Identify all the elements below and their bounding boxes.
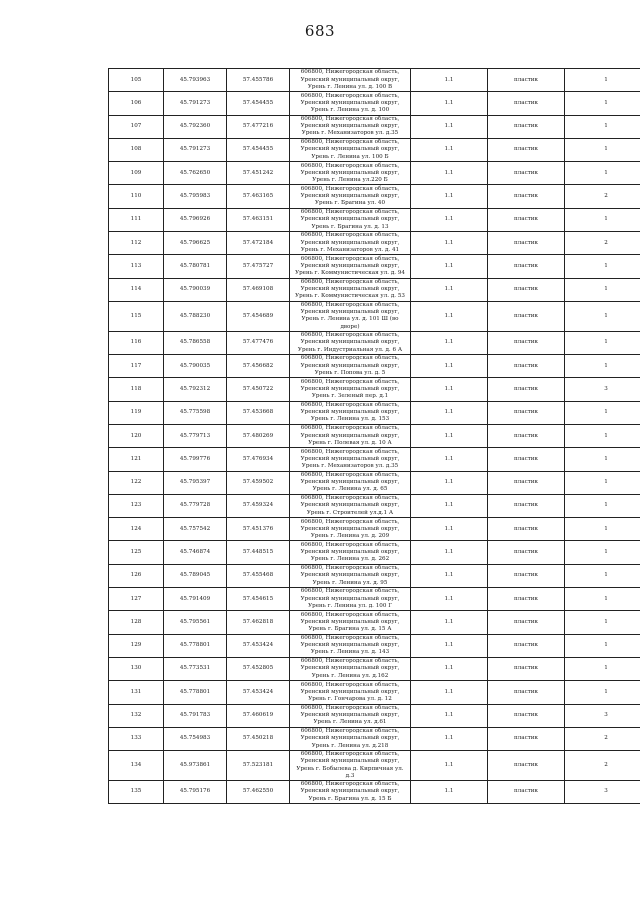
area-cell: 1.1 [411,751,488,781]
address-cell: 606800, Нижегородская область, Уренский муниципальный округ, Урень г. Брагина ул. 40 [290,185,411,208]
longitude-cell: 57.463165 [227,185,290,208]
container-sites-table [108,68,640,804]
longitude-cell: 57.472184 [227,232,290,255]
area-cell: 1.1 [411,471,488,494]
table-row [109,232,640,255]
area-cell: 1.1 [411,494,488,517]
row-number-cell: 105 [109,69,164,92]
material-cell: пластик [488,727,565,750]
table-row [109,301,640,331]
material-cell: пластик [488,657,565,680]
latitude-cell: 45.790039 [164,278,227,301]
material-cell: пластик [488,162,565,185]
row-number-cell: 133 [109,727,164,750]
latitude-cell: 45.791273 [164,138,227,161]
row-number-cell: 131 [109,681,164,704]
latitude-cell: 45.779728 [164,494,227,517]
address-cell: 606800, Нижегородская область, Уренский муниципальный округ, Урень г. Строителей ул.д.1 А [290,494,411,517]
row-number-cell: 132 [109,704,164,727]
count-cell: 2 [565,727,640,750]
latitude-cell: 45.791783 [164,704,227,727]
count-cell: 3 [565,378,640,401]
table-row [109,278,640,301]
area-cell: 1.1 [411,138,488,161]
table-row [109,471,640,494]
longitude-cell: 57.477216 [227,115,290,138]
latitude-cell: 45.778801 [164,634,227,657]
count-cell: 1 [565,278,640,301]
address-cell: 606800, Нижегородская область, Уренский муниципальный округ, Урень г. Ленина ул.220 Б [290,162,411,185]
longitude-cell: 57.463151 [227,208,290,231]
table-row [109,401,640,424]
row-number-cell: 112 [109,232,164,255]
address-cell: 606800, Нижегородская область, Уренский муниципальный округ, Урень г. Ленина ул. д.162 [290,657,411,680]
table-row [109,185,640,208]
row-number-cell: 109 [109,162,164,185]
row-number-cell: 126 [109,564,164,587]
address-cell: 606800, Нижегородская область, Уренский муниципальный округ, Урень г. Ленина ул. д. 143 [290,634,411,657]
latitude-cell: 45.790035 [164,355,227,378]
latitude-cell: 45.775598 [164,401,227,424]
count-cell: 2 [565,751,640,781]
count-cell: 1 [565,541,640,564]
table-row [109,115,640,138]
row-number-cell: 118 [109,378,164,401]
latitude-cell: 45.788230 [164,301,227,331]
material-cell: пластик [488,401,565,424]
material-cell: пластик [488,704,565,727]
count-cell: 1 [565,92,640,115]
address-cell: 606800, Нижегородская область, Уренский муниципальный округ, Урень г. Брагина ул. д. 15 А [290,611,411,634]
latitude-cell: 45.778801 [164,681,227,704]
row-number-cell: 114 [109,278,164,301]
count-cell: 1 [565,331,640,354]
longitude-cell: 57.454455 [227,138,290,161]
area-cell: 1.1 [411,780,488,803]
area-cell: 1.1 [411,331,488,354]
table-row [109,331,640,354]
count-cell: 1 [565,471,640,494]
latitude-cell: 45.789045 [164,564,227,587]
longitude-cell: 57.456682 [227,355,290,378]
longitude-cell: 57.454455 [227,92,290,115]
longitude-cell: 57.451376 [227,518,290,541]
area-cell: 1.1 [411,424,488,447]
table-row [109,378,640,401]
longitude-cell: 57.459324 [227,494,290,517]
longitude-cell: 57.448515 [227,541,290,564]
area-cell: 1.1 [411,162,488,185]
table-row [109,780,640,803]
address-cell: 606800, Нижегородская область, Уренский муниципальный округ, Урень г. Зеленый пер. д.1 [290,378,411,401]
count-cell: 1 [565,588,640,611]
row-number-cell: 116 [109,331,164,354]
area-cell: 1.1 [411,401,488,424]
count-cell: 1 [565,401,640,424]
table-row [109,162,640,185]
address-cell: 606800, Нижегородская область, Уренский муниципальный округ, Урень г. Механизаторов ул. д.35 [290,115,411,138]
address-cell: 606800, Нижегородская область, Уренский муниципальный округ, Урень г. Ленина ул. д. 100 Г [290,588,411,611]
material-cell: пластик [488,780,565,803]
area-cell: 1.1 [411,564,488,587]
count-cell: 1 [565,494,640,517]
material-cell: пластик [488,494,565,517]
material-cell: пластик [488,588,565,611]
material-cell: пластик [488,92,565,115]
longitude-cell: 57.454689 [227,301,290,331]
count-cell: 1 [565,255,640,278]
row-number-cell: 123 [109,494,164,517]
longitude-cell: 57.451242 [227,162,290,185]
count-cell: 1 [565,564,640,587]
count-cell: 1 [565,424,640,447]
material-cell: пластик [488,471,565,494]
area-cell: 1.1 [411,634,488,657]
count-cell: 1 [565,115,640,138]
address-cell: 606800, Нижегородская область, Уренский муниципальный округ, Урень г. Ленина ул. д. 100 В [290,69,411,92]
latitude-cell: 45.779713 [164,424,227,447]
material-cell: пластик [488,634,565,657]
row-number-cell: 127 [109,588,164,611]
area-cell: 1.1 [411,681,488,704]
area-cell: 1.1 [411,518,488,541]
latitude-cell: 45.796926 [164,208,227,231]
longitude-cell: 57.453668 [227,401,290,424]
latitude-cell: 45.796625 [164,232,227,255]
count-cell: 1 [565,657,640,680]
table-row [109,588,640,611]
address-cell: 606800, Нижегородская область, Уренский муниципальный округ, Урень г. Бобылева д. Кирпичная ул. д.3 [290,751,411,781]
address-cell: 606800, Нижегородская область, Уренский муниципальный округ, Урень г. Ленина ул. д. 209 [290,518,411,541]
address-cell: 606800, Нижегородская область, Уренский муниципальный округ, Урень г. Коммунистическая ул. д. 53 [290,278,411,301]
area-cell: 1.1 [411,208,488,231]
latitude-cell: 45.780781 [164,255,227,278]
table-row [109,704,640,727]
table-row [109,208,640,231]
material-cell: пластик [488,355,565,378]
material-cell: пластик [488,115,565,138]
count-cell: 1 [565,681,640,704]
latitude-cell: 45.793963 [164,69,227,92]
material-cell: пластик [488,751,565,781]
table-row [109,727,640,750]
material-cell: пластик [488,138,565,161]
latitude-cell: 45.792360 [164,115,227,138]
table-body [109,69,640,804]
longitude-cell: 57.459502 [227,471,290,494]
row-number-cell: 120 [109,424,164,447]
address-cell: 606800, Нижегородская область, Уренский муниципальный округ, Урень г. Ленина ул. д. 262 [290,541,411,564]
material-cell: пластик [488,448,565,471]
area-cell: 1.1 [411,657,488,680]
count-cell: 3 [565,780,640,803]
count-cell: 1 [565,448,640,471]
latitude-cell: 45.762650 [164,162,227,185]
latitude-cell: 45.757542 [164,518,227,541]
material-cell: пластик [488,331,565,354]
longitude-cell: 57.523181 [227,751,290,781]
table-row [109,69,640,92]
longitude-cell: 57.469108 [227,278,290,301]
table-row [109,657,640,680]
row-number-cell: 119 [109,401,164,424]
row-number-cell: 130 [109,657,164,680]
table-row [109,424,640,447]
material-cell: пластик [488,378,565,401]
row-number-cell: 106 [109,92,164,115]
material-cell: пластик [488,541,565,564]
count-cell: 1 [565,634,640,657]
row-number-cell: 107 [109,115,164,138]
longitude-cell: 57.453424 [227,634,290,657]
count-cell: 1 [565,355,640,378]
row-number-cell: 122 [109,471,164,494]
latitude-cell: 45.973861 [164,751,227,781]
material-cell: пластик [488,564,565,587]
row-number-cell: 129 [109,634,164,657]
count-cell: 1 [565,69,640,92]
address-cell: 606800, Нижегородская область, Уренский муниципальный округ, Урень г. Брагина ул. д. 15 Б [290,780,411,803]
table-row [109,355,640,378]
table-row [109,494,640,517]
longitude-cell: 57.480269 [227,424,290,447]
row-number-cell: 125 [109,541,164,564]
row-number-cell: 128 [109,611,164,634]
count-cell: 1 [565,162,640,185]
row-number-cell: 111 [109,208,164,231]
latitude-cell: 45.791273 [164,92,227,115]
table-row [109,92,640,115]
table-row [109,751,640,781]
address-cell: 606800, Нижегородская область, Уренский муниципальный округ, Урень г. Ленина ул. д. 101 Ш (во дворе) [290,301,411,331]
count-cell: 2 [565,185,640,208]
latitude-cell: 45.795983 [164,185,227,208]
latitude-cell: 45.792312 [164,378,227,401]
row-number-cell: 117 [109,355,164,378]
material-cell: пластик [488,69,565,92]
longitude-cell: 57.462550 [227,780,290,803]
latitude-cell: 45.773531 [164,657,227,680]
table-row [109,681,640,704]
area-cell: 1.1 [411,301,488,331]
area-cell: 1.1 [411,541,488,564]
material-cell: пластик [488,185,565,208]
latitude-cell: 45.795397 [164,471,227,494]
area-cell: 1.1 [411,378,488,401]
table-row [109,518,640,541]
material-cell: пластик [488,301,565,331]
address-cell: 606800, Нижегородская область, Уренский муниципальный округ, Урень г. Ленина ул. д. 153 [290,401,411,424]
material-cell: пластик [488,278,565,301]
area-cell: 1.1 [411,69,488,92]
count-cell: 1 [565,301,640,331]
address-cell: 606800, Нижегородская область, Уренский муниципальный округ, Урень г. Индустриальная ул. д. 6 А [290,331,411,354]
count-cell: 1 [565,138,640,161]
address-cell: 606800, Нижегородская область, Уренский муниципальный округ, Урень г. Ленина ул. д.218 [290,727,411,750]
area-cell: 1.1 [411,185,488,208]
row-number-cell: 115 [109,301,164,331]
row-number-cell: 110 [109,185,164,208]
address-cell: 606800, Нижегородская область, Уренский муниципальный округ, Урень г. Полевая ул. д. 10 А [290,424,411,447]
address-cell: 606800, Нижегородская область, Уренский муниципальный округ, Урень г. Гончарова ул. д. 12 [290,681,411,704]
area-cell: 1.1 [411,727,488,750]
table-row [109,541,640,564]
longitude-cell: 57.475727 [227,255,290,278]
address-cell: 606800, Нижегородская область, Уренский муниципальный округ, Урень г. Механизаторов ул. д. 41 [290,232,411,255]
area-cell: 1.1 [411,278,488,301]
table-row [109,634,640,657]
latitude-cell: 45.795561 [164,611,227,634]
address-cell: 606800, Нижегородская область, Уренский муниципальный округ, Урень г. Ленина ул. д. 100 [290,92,411,115]
address-cell: 606800, Нижегородская область, Уренский муниципальный округ, Урень г. Механизаторов ул. д.35 [290,448,411,471]
page-number: 683 [304,22,336,40]
longitude-cell: 57.455468 [227,564,290,587]
count-cell: 1 [565,611,640,634]
area-cell: 1.1 [411,232,488,255]
latitude-cell: 45.786558 [164,331,227,354]
longitude-cell: 57.462818 [227,611,290,634]
count-cell: 1 [565,208,640,231]
material-cell: пластик [488,255,565,278]
longitude-cell: 57.460619 [227,704,290,727]
material-cell: пластик [488,518,565,541]
longitude-cell: 57.450722 [227,378,290,401]
row-number-cell: 134 [109,751,164,781]
longitude-cell: 57.476934 [227,448,290,471]
address-cell: 606800, Нижегородская область, Уренский муниципальный округ, Урень г. Попова ул. д. 5 [290,355,411,378]
area-cell: 1.1 [411,448,488,471]
longitude-cell: 57.453424 [227,681,290,704]
table-row [109,138,640,161]
area-cell: 1.1 [411,588,488,611]
row-number-cell: 135 [109,780,164,803]
latitude-cell: 45.799776 [164,448,227,471]
latitude-cell: 45.746874 [164,541,227,564]
latitude-cell: 45.791409 [164,588,227,611]
longitude-cell: 57.477476 [227,331,290,354]
longitude-cell: 57.454615 [227,588,290,611]
address-cell: 606800, Нижегородская область, Уренский муниципальный округ, Урень г. Коммунистическая ул. д. 94 [290,255,411,278]
area-cell: 1.1 [411,704,488,727]
latitude-cell: 45.754983 [164,727,227,750]
area-cell: 1.1 [411,255,488,278]
area-cell: 1.1 [411,115,488,138]
table-row [109,255,640,278]
material-cell: пластик [488,611,565,634]
address-cell: 606800, Нижегородская область, Уренский муниципальный округ, Урень г. Ленина ул. 100 Б [290,138,411,161]
count-cell: 2 [565,232,640,255]
row-number-cell: 124 [109,518,164,541]
table-row [109,611,640,634]
material-cell: пластик [488,232,565,255]
address-cell: 606800, Нижегородская область, Уренский муниципальный округ, Урень г. Брагина ул. д. 13 [290,208,411,231]
longitude-cell: 57.450218 [227,727,290,750]
row-number-cell: 121 [109,448,164,471]
row-number-cell: 113 [109,255,164,278]
address-cell: 606800, Нижегородская область, Уренский муниципальный округ, Урень г. Ленина ул. д. 95 [290,564,411,587]
area-cell: 1.1 [411,355,488,378]
count-cell: 3 [565,704,640,727]
latitude-cell: 45.795176 [164,780,227,803]
longitude-cell: 57.452805 [227,657,290,680]
longitude-cell: 57.455786 [227,69,290,92]
row-number-cell: 108 [109,138,164,161]
area-cell: 1.1 [411,92,488,115]
table-row [109,564,640,587]
material-cell: пластик [488,424,565,447]
address-cell: 606800, Нижегородская область, Уренский муниципальный округ, Урень г. Ленина ул. д. 65 [290,471,411,494]
material-cell: пластик [488,681,565,704]
material-cell: пластик [488,208,565,231]
area-cell: 1.1 [411,611,488,634]
address-cell: 606800, Нижегородская область, Уренский муниципальный округ, Урень г. Ленина ул. д.61 [290,704,411,727]
count-cell: 1 [565,518,640,541]
table-row [109,448,640,471]
